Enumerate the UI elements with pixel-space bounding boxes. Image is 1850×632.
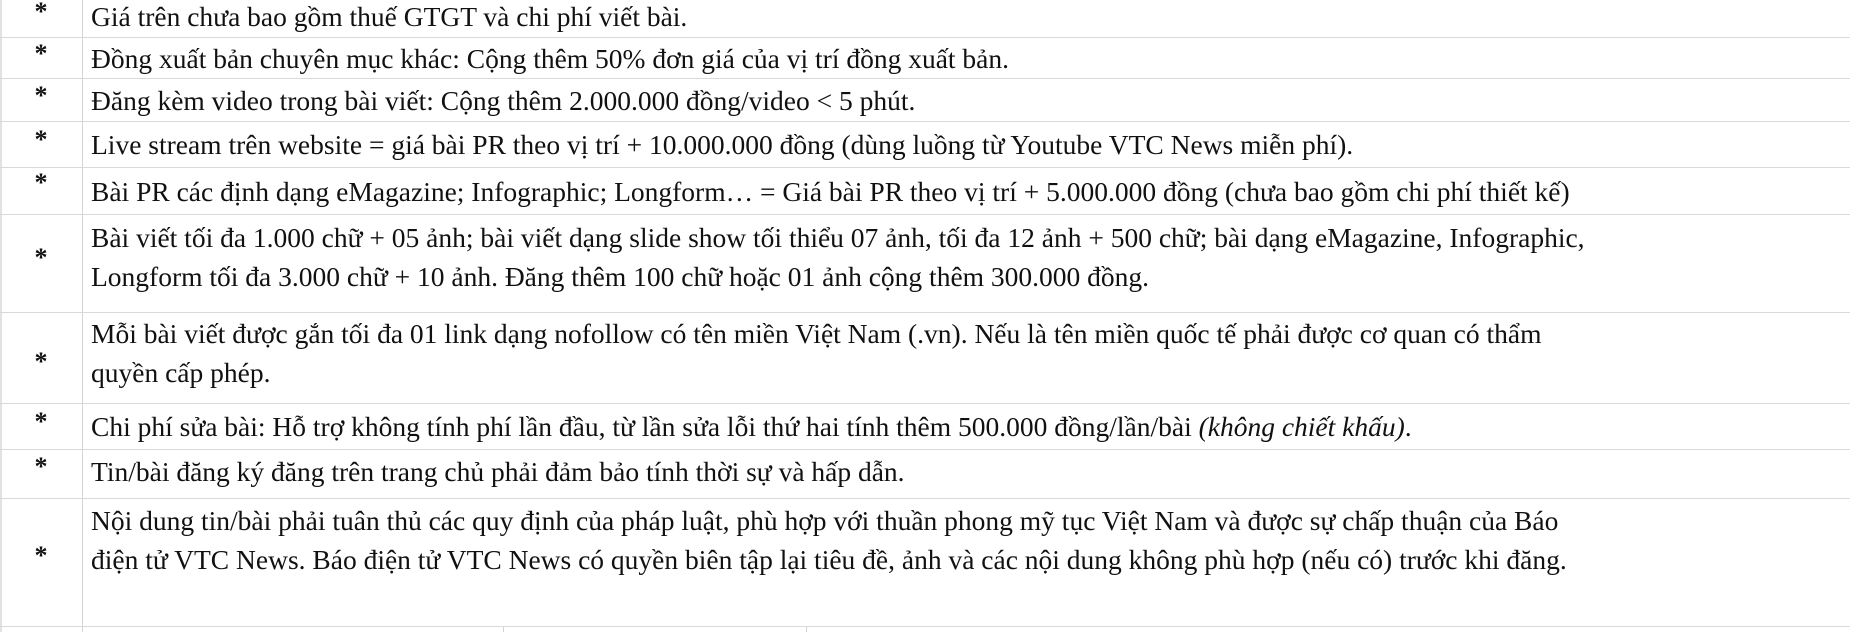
bullet-marker: * bbox=[34, 407, 48, 436]
note-italic-text: (không chiết khấu) bbox=[1198, 411, 1405, 442]
note-row[interactable] bbox=[0, 0, 1850, 38]
note-row[interactable] bbox=[0, 79, 1850, 122]
note-text-tail: . bbox=[1404, 411, 1412, 442]
note-line: Giá trên chưa bao gồm thuế GTGT và chi phí viết bài. bbox=[91, 1, 688, 32]
note-row[interactable] bbox=[0, 215, 1850, 313]
bullet-marker: * bbox=[34, 0, 48, 26]
bullet-marker: * bbox=[34, 168, 48, 197]
note-line: điện tử VTC News. Báo điện tử VTC News có quyền biên tập lại tiêu đề, ảnh và các nội dung không phù hợp (nếu có) trước khi đăng. bbox=[91, 544, 1567, 575]
bullet-marker: * bbox=[34, 452, 48, 481]
note-line: Đồng xuất bản chuyên mục khác: Cộng thêm 50% đơn giá của vị trí đồng xuất bản. bbox=[91, 43, 1010, 74]
bullet-marker: * bbox=[34, 347, 48, 376]
note-row[interactable] bbox=[0, 122, 1850, 168]
note-row[interactable] bbox=[0, 38, 1850, 79]
note-line: Live stream trên website = giá bài PR theo vị trí + 10.000.000 đồng (dùng luồng từ Youtube VTC News miễn phí). bbox=[91, 129, 1354, 160]
note-line: Bài PR các định dạng eMagazine; Infographic; Longform… = Giá bài PR theo vị trí + 5.000.000 đồng (chưa bao gồm chi phí thiết kế) bbox=[91, 176, 1570, 207]
note-line: Bài viết tối đa 1.000 chữ + 05 ảnh; bài viết dạng slide show tối thiểu 07 ảnh, tối đa 12 ảnh + 500 chữ; bài dạng eMagazine, Infographic, bbox=[91, 222, 1585, 253]
note-line bbox=[91, 407, 1846, 447]
note-row[interactable] bbox=[0, 450, 1850, 499]
note-line: quyền cấp phép. bbox=[91, 357, 271, 388]
note-line: Longform tối đa 3.000 chữ + 10 ảnh. Đăng thêm 100 chữ hoặc 01 ảnh cộng thêm 300.000 đồng. bbox=[91, 261, 1150, 292]
note-line: Mỗi bài viết được gắn tối đa 01 link dạng nofollow có tên miền Việt Nam (.vn). Nếu là tên miền quốc tế phải được cơ quan có thẩm bbox=[91, 318, 1542, 349]
bullet-marker: * bbox=[34, 39, 48, 68]
note-line: Tin/bài đăng ký đăng trên trang chủ phải đảm bảo tính thời sự và hấp dẫn. bbox=[91, 456, 905, 487]
note-row[interactable] bbox=[0, 499, 1850, 627]
note-text: Chi phí sửa bài: Hỗ trợ không tính phí lần đầu, từ lần sửa lỗi thứ hai tính thêm 500.000 đồng/lần/bài bbox=[91, 411, 1199, 442]
bullet-marker: * bbox=[34, 243, 48, 272]
bullet-marker: * bbox=[34, 125, 48, 154]
bullet-marker: * bbox=[34, 81, 48, 110]
column-divider-bottom bbox=[806, 627, 807, 632]
bullet-marker: * bbox=[34, 541, 48, 570]
note-line: Nội dung tin/bài phải tuân thủ các quy định của pháp luật, phù hợp với thuần phong mỹ tục Việt Nam và được sự chấp thuận của Báo bbox=[91, 505, 1559, 536]
note-line: Đăng kèm video trong bài viết: Cộng thêm 2.000.000 đồng/video < 5 phút. bbox=[91, 85, 916, 116]
note-row[interactable] bbox=[0, 168, 1850, 215]
column-divider-bottom bbox=[503, 627, 504, 632]
note-row[interactable] bbox=[0, 404, 1850, 450]
note-row[interactable] bbox=[0, 313, 1850, 404]
